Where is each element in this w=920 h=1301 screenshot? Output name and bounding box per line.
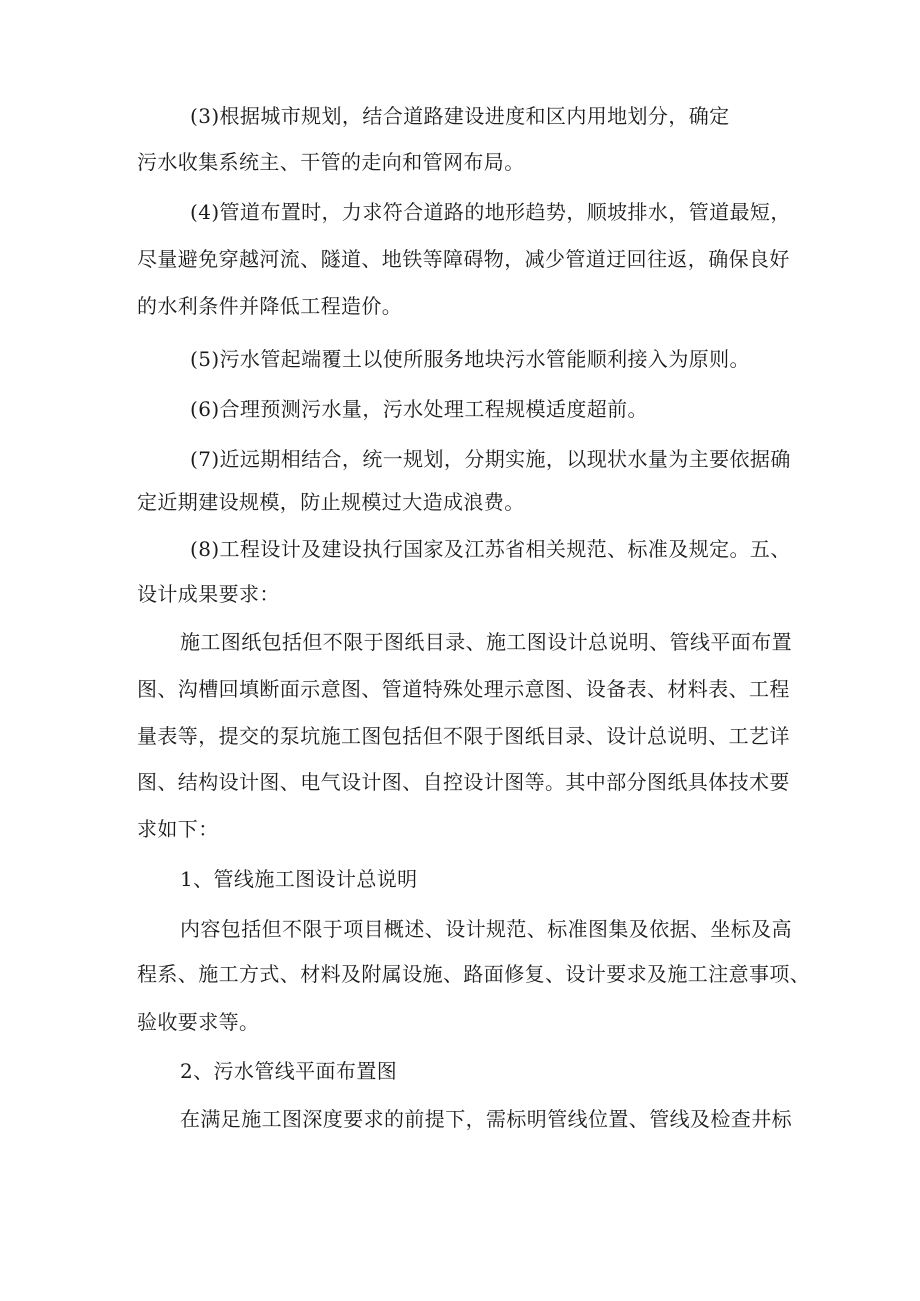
- text-line: 验收要求等。: [137, 1010, 260, 1034]
- text-line: 内容包括但不限于项目概述、设计规范、标准图集及依据、坐标及高: [180, 917, 792, 941]
- text-line: 尽量避免穿越河流、隧道、地铁等障碍物，减少管道迂回往返，确保良好: [137, 247, 790, 271]
- text-line: 图、结构设计图、电气设计图、自控设计图等。其中部分图纸具体技术要: [137, 770, 790, 794]
- text-line: 的水利条件并降低工程造价。: [137, 294, 403, 318]
- text-line: 1、管线施工图设计总说明: [180, 867, 418, 891]
- text-line: 设计成果要求：: [137, 582, 280, 606]
- text-line: 求如下：: [137, 817, 219, 841]
- text-line: (5)污水管起端覆土以使所服务地块污水管能顺利接入为原则。: [190, 347, 750, 371]
- text-line: 定近期建设规模，防止规模过大造成浪费。: [137, 490, 525, 514]
- text-line: (8)工程设计及建设执行国家及江苏省相关规范、标准及规定。五、: [190, 537, 791, 561]
- text-line: 在满足施工图深度要求的前提下，需标明管线位置、管线及检查井标: [180, 1107, 792, 1131]
- text-line: (3)根据城市规划，结合道路建设进度和区内用地划分，确定: [190, 104, 730, 128]
- text-line: 量表等，提交的泵坑施工图包括但不限于图纸目录、设计总说明、工艺详: [137, 724, 790, 748]
- text-line: 程系、施工方式、材料及附属设施、路面修复、设计要求及施工注意事项、: [137, 962, 811, 986]
- text-line: 2、污水管线平面布置图: [180, 1059, 398, 1083]
- text-line: 图、沟槽回填断面示意图、管道特殊处理示意图、设备表、材料表、工程: [137, 677, 790, 701]
- text-line: (7)近远期相结合，统一规划，分期实施，以现状水量为主要依据确: [190, 447, 791, 471]
- text-line: 污水收集系统主、干管的走向和管网布局。: [137, 150, 525, 174]
- text-line: (4)管道布置时，力求符合道路的地形趋势，顺坡排水，管道最短，: [190, 200, 791, 224]
- text-line: (6)合理预测污水量，污水处理工程规模适度超前。: [190, 397, 648, 421]
- text-line: 施工图纸包括但不限于图纸目录、施工图设计总说明、管线平面布置: [180, 630, 792, 654]
